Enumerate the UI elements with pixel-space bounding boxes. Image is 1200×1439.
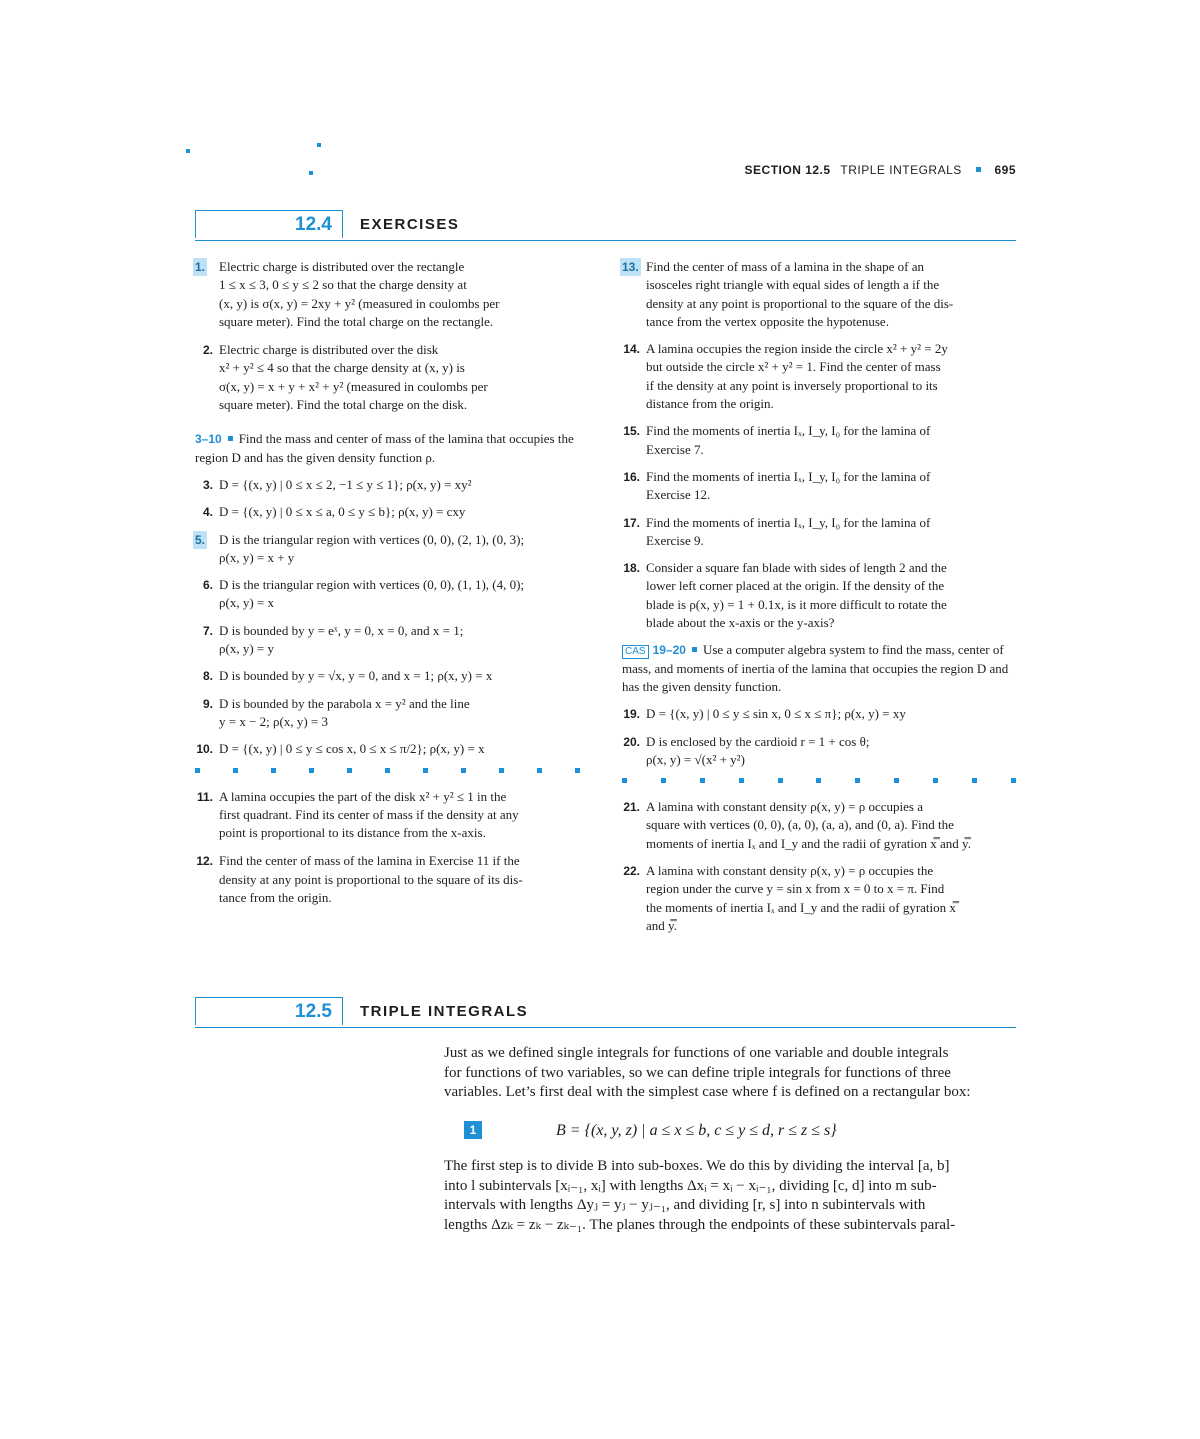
exercise-3 (195, 476, 580, 494)
exercise-text: D is enclosed by the cardioid r = 1 + cos θ; ρ(x, y) = √(x² + y²) (646, 733, 870, 767)
exercise-8 (195, 667, 580, 685)
group-square-icon (228, 436, 233, 441)
exercise-number: 4. (202, 505, 213, 520)
exercise-number: 13. (620, 258, 641, 276)
exercise-text: Consider a square fan blade with sides of length 2 and the lower left corner placed at the origin. If the density of the blade is ρ(x, y) = 1 + 0.1x, is it more difficult to rotate the blade about the x-axis or the y-axis? (646, 560, 947, 631)
exercise-6 (195, 576, 580, 613)
exercise-18 (622, 559, 1016, 632)
exercise-17 (622, 514, 1016, 551)
exercise-7 (195, 622, 580, 659)
exercises-left-column (195, 258, 580, 916)
group-instructions: Find the mass and center of mass of the lamina that occupies the region D and has the given density function ρ. (195, 431, 574, 465)
exercises-title: EXERCISES (360, 216, 460, 233)
exercise-text: Electric charge is distributed over the disk x² + y² ≤ 4 so that the charge density at (x, y) is σ(x, y) = x + y + x² + y² (measured in coulombs per square meter). Find the total charge on the disk. (219, 342, 488, 413)
exercise-13 (622, 258, 1016, 331)
exercise-20 (622, 733, 1016, 770)
triple-title: TRIPLE INTEGRALS (360, 1003, 529, 1020)
exercise-9 (195, 695, 580, 732)
running-head (600, 163, 1016, 177)
exercise-number: 5. (193, 531, 207, 549)
exercise-text: D = {(x, y) | 0 ≤ y ≤ cos x, 0 ≤ x ≤ π/2}; ρ(x, y) = x (219, 741, 485, 757)
exercise-number: 22. (623, 864, 640, 879)
exercise-5 (195, 531, 580, 568)
exercise-text: D is bounded by y = eˣ, y = 0, x = 0, and x = 1; ρ(x, y) = y (219, 622, 464, 657)
decor-dot-3 (309, 171, 313, 175)
exercise-text: A lamina occupies the part of the disk x² + y² ≤ 1 in the first quadrant. Find its center of mass if the density at any point is proportional to its distance from the x-axis. (219, 788, 519, 841)
exercise-number: 11. (196, 789, 213, 804)
exercise-text: Find the center of mass of the lamina in Exercise 11 if the density at any point is proportional to the square of its dis- tance from the origin. (219, 853, 523, 906)
cas-icon: CAS (622, 645, 649, 659)
exercise-text: D is the triangular region with vertices (0, 0), (2, 1), (0, 3); ρ(x, y) = x + y (219, 531, 525, 565)
running-head-title: TRIPLE INTEGRALS (840, 163, 962, 177)
exercise-group-3-10 (195, 430, 580, 467)
exercise-number: 2. (202, 343, 213, 358)
exercise-group-19-20 (622, 641, 1016, 696)
separator-dots (622, 778, 1016, 784)
exercise-text: Find the center of mass of a lamina in the shape of an isosceles right triangle with equal sides of length a if the density at any point is proportional to the square of the dis- tance from the vertex opposite the hypotenuse. (646, 259, 954, 329)
group-label: 19–20 (652, 643, 686, 658)
exercise-number: 6. (202, 578, 213, 593)
group-instructions: Use a computer algebra system to find the mass, center of mass, and moments of inertia of the lamina that occupies the region D and has the given density function. (622, 642, 1009, 694)
exercise-16 (622, 468, 1016, 505)
exercise-22 (622, 862, 1016, 935)
triple-integrals-header (195, 997, 1016, 1028)
running-head-section: SECTION 12.5 (744, 163, 831, 177)
separator-dots (195, 768, 580, 774)
exercise-number: 21. (623, 800, 640, 815)
equation-text: B = {(x, y, z) | a ≤ x ≤ b, c ≤ y ≤ d, r ≤ z ≤ s} (556, 1122, 837, 1139)
exercise-number: 8. (202, 669, 213, 684)
exercise-number: 1. (193, 258, 207, 276)
exercise-text: D = {(x, y) | 0 ≤ x ≤ 2, −1 ≤ y ≤ 1}; ρ(x, y) = xy² (219, 476, 472, 492)
exercise-text: D = {(x, y) | 0 ≤ y ≤ sin x, 0 ≤ x ≤ π}; ρ(x, y) = xy (646, 706, 906, 722)
exercise-text: A lamina with constant density ρ(x, y) = ρ occupies the region under the curve y = sin x from x = 0 to x = π. Find the moments of inertia Iₓ and I_y and the radii of gyration x̿ and y̿. (646, 863, 956, 933)
exercise-19 (622, 705, 1016, 723)
exercise-number: 20. (623, 734, 640, 749)
exercise-2 (195, 341, 580, 414)
triple-section-number: 12.5 (195, 997, 343, 1025)
exercise-number: 16. (623, 469, 640, 484)
exercise-number: 14. (623, 342, 640, 357)
exercise-4 (195, 503, 580, 521)
exercise-number: 15. (623, 424, 640, 439)
exercises-header (195, 210, 1016, 241)
exercises-section-number: 12.4 (195, 210, 343, 238)
exercise-10 (195, 740, 580, 758)
exercise-text: A lamina occupies the region inside the circle x² + y² = 2y but outside the circle x² + y² = 1. Find the center of mass if the density at any point is inversely proportional to its distance from the origin. (646, 341, 948, 412)
running-head-square-icon (976, 167, 981, 172)
equation-1 (464, 1118, 1016, 1144)
exercise-text: Find the moments of inertia Iₓ, I_y, I₀ for the lamina of Exercise 9. (646, 514, 931, 548)
exercise-15 (622, 422, 1016, 459)
page-number: 695 (994, 163, 1016, 177)
exercise-number: 9. (202, 696, 213, 711)
exercise-14 (622, 340, 1016, 413)
group-square-icon (692, 647, 697, 652)
exercise-1 (195, 258, 580, 331)
exercise-21 (622, 798, 1016, 853)
exercise-number: 10. (196, 742, 213, 757)
exercise-number: 17. (623, 515, 640, 530)
subdivision-paragraph: The first step is to divide B into sub-boxes. We do this by dividing the interval [a, b] into l subintervals [xᵢ₋₁, xᵢ] with lengths Δxᵢ = xᵢ − xᵢ₋₁, dividing [c, d] into m sub- intervals with lengths Δyⱼ = yⱼ − yⱼ₋₁, and dividing [r, s] into n subintervals with lengths Δzₖ = zₖ − zₖ₋₁. The planes through the endpoints of these subintervals paral- (444, 1158, 956, 1234)
exercise-text: D is bounded by the parabola x = y² and the line y = x − 2; ρ(x, y) = 3 (219, 695, 470, 729)
exercise-text: D = {(x, y) | 0 ≤ x ≤ a, 0 ≤ y ≤ b}; ρ(x, y) = cxy (219, 504, 466, 520)
equation-number: 1 (464, 1121, 482, 1139)
exercise-number: 12. (196, 854, 213, 869)
exercise-number: 18. (623, 561, 640, 576)
exercise-text: D is bounded by y = √x, y = 0, and x = 1; ρ(x, y) = x (219, 668, 493, 684)
decor-dot-2 (317, 143, 321, 147)
exercise-12 (195, 852, 580, 907)
exercise-text: Find the moments of inertia Iₓ, I_y, I₀ for the lamina of Exercise 7. (646, 423, 931, 457)
exercise-number: 3. (202, 477, 213, 492)
exercises-right-column (622, 258, 1016, 944)
exercise-text: Electric charge is distributed over the rectangle 1 ≤ x ≤ 3, 0 ≤ y ≤ 2 so that the charge density at (x, y) is σ(x, y) = 2xy + y² (measured in coulombs per square meter). Find the total charge on the rectangle. (219, 259, 500, 329)
exercise-text: D is the triangular region with vertices (0, 0), (1, 1), (4, 0); ρ(x, y) = x (219, 577, 525, 611)
exercise-text: A lamina with constant density ρ(x, y) = ρ occupies a square with vertices (0, 0), (a, 0), (a, a), and (0, a). Find the moments of inertia Iₓ and I_y and the radii of gyration x̿ and y̿. (646, 799, 971, 851)
exercise-11 (195, 788, 580, 843)
exercise-number: 7. (202, 623, 213, 638)
decor-dot-1 (186, 149, 190, 153)
intro-paragraph: Just as we defined single integrals for functions of one variable and double integrals for functions of two variables, so we can define triple integrals for functions of three variables. Let’s first deal with the simplest case where f is defined on a rectangular box: (444, 1045, 971, 1101)
group-label: 3–10 (195, 432, 222, 447)
exercise-number: 19. (623, 707, 640, 722)
exercise-text: Find the moments of inertia Iₓ, I_y, I₀ for the lamina of Exercise 12. (646, 468, 931, 503)
